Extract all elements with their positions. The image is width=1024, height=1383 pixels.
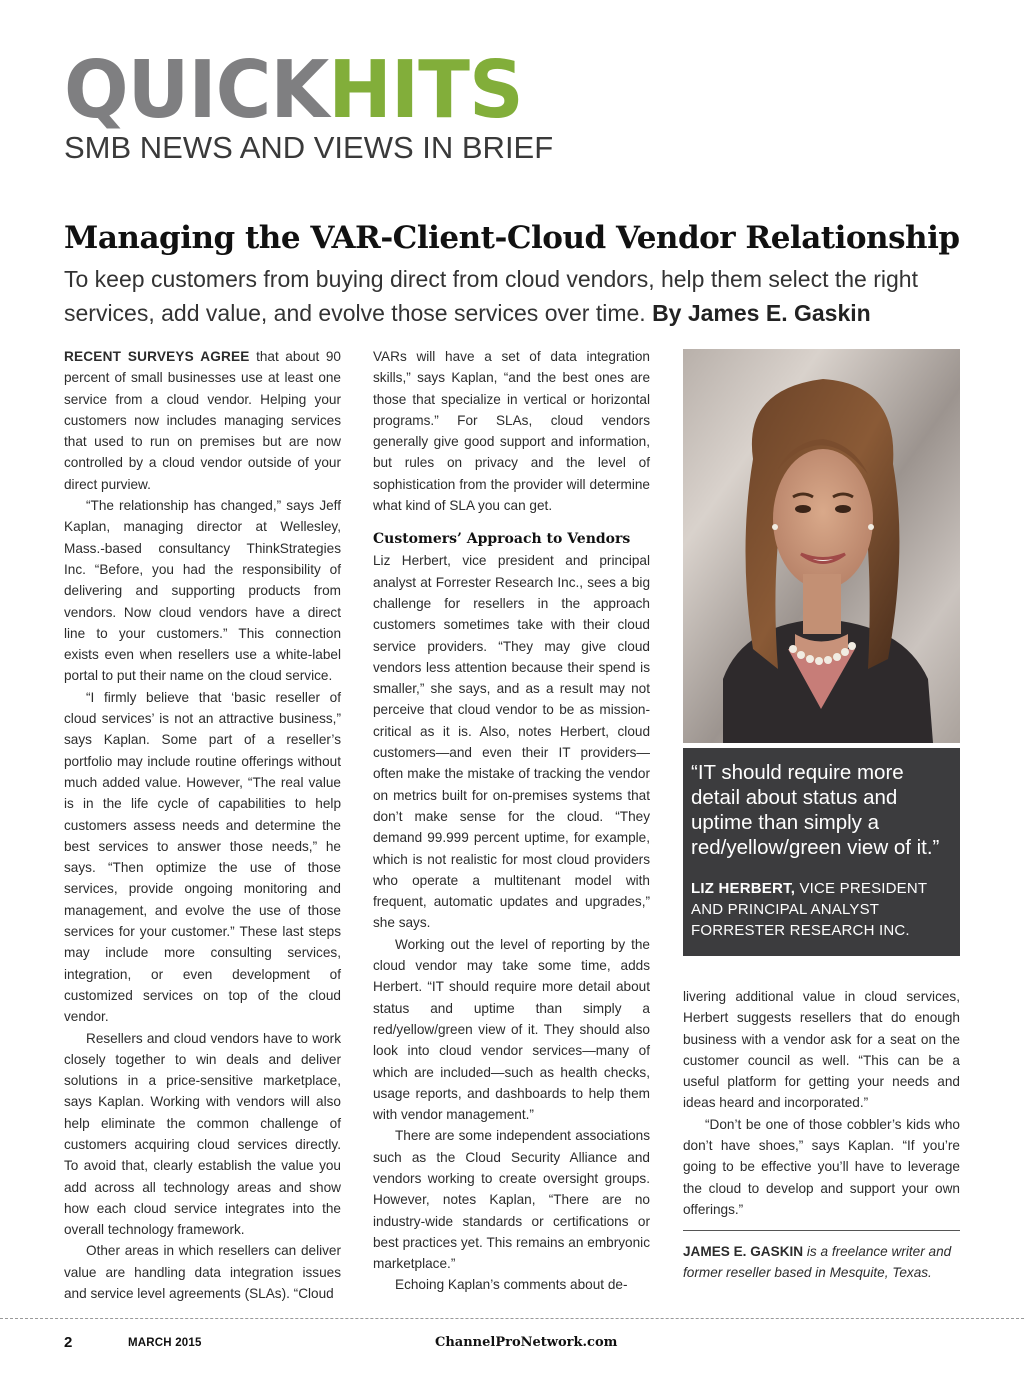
paragraph: livering additional value in cloud services, Herbert suggests resellers that do enough business with a vendor ask for a seat on the customer council as well. “This can be a useful platform for getting your needs and ideas heard and incorporated.” <box>683 989 960 1111</box>
website-url: ChannelProNetwork.com <box>435 1335 618 1350</box>
paragraph: “Don’t be one of those cobbler’s kids who don’t have shoes,” says Kaplan. “If you’re going to be effective you’ll have to leverage the cloud to develop and support your own offerings.” <box>683 1116 960 1217</box>
author-bio <box>683 1241 960 1284</box>
pull-quote-attribution <box>691 878 952 941</box>
page-number: 2 <box>64 1334 73 1351</box>
masthead-logo <box>64 42 523 136</box>
paragraph: Liz Herbert, vice president and principal analyst at Forrester Research Inc., sees a big challenge for resellers in the approach customers sometimes take with their cloud service providers. “They may give cloud vendors less attention because their spend is smaller,” she says, and as a result may not perceive that cloud vendor to be as mission-critical as it is. Also, notes Herbert, cloud customers—and even their IT providers—often make the mistake of tracking the vendor on metrics built for on-premises systems that don’t make sense for the cloud. “They demand 99.999 percent uptime, for example, which is not realistic for most cloud providers who operate a multitenant model with frequent, automatic updates and upgrades,” she says. <box>373 553 650 931</box>
attribution-name: LIZ HERBERT, <box>691 880 796 897</box>
masthead-tagline: SMB NEWS AND VIEWS IN BRIEF <box>64 130 554 165</box>
section-subhead: Customers’ Approach to Vendors <box>373 531 631 548</box>
deck-text: To keep customers from buying direct from cloud vendors, help them select the right services, add value, and evolve those services over time. <box>64 266 918 326</box>
portrait-photo <box>683 349 960 743</box>
paragraph: Working out the level of reporting by the cloud vendor may take some time, adds Herbert. “IT should require more detail about status and uptime than simply a red/yellow/green view of it. They should also look into cloud vendor services—many of which are included—such as health checks, usage reports, and dashboards to help them with vendor management.” <box>373 936 650 1123</box>
paragraph-text: that about 90 percent of small businesses use at least one service from a cloud vendor. Helping your customers now includes managing services that used to run on premises but are now controlled by a cloud vendor outside of your direct purview. <box>64 349 341 492</box>
pull-quote-box <box>683 748 960 956</box>
bio-divider <box>683 1230 960 1231</box>
paragraph: Echoing Kaplan’s comments about de- <box>395 1277 628 1293</box>
lead-in: RECENT SURVEYS AGREE <box>64 349 250 364</box>
paragraph: Resellers and cloud vendors have to work closely together to win deals and deliver solutions in a price-sensitive marketplace, says Kaplan. Working with vendors will also help eliminate the common challenge of customers acquiring cloud services directly. To avoid that, clearly establish the value you add across all technology areas and show how each cloud service integrates into the overall technology framework. <box>64 1030 341 1238</box>
article-headline: Managing the VAR-Client-Cloud Vendor Relationship <box>64 220 960 256</box>
author-name: JAMES E. GASKIN <box>683 1244 804 1259</box>
byline: By James E. Gaskin <box>652 300 871 326</box>
article-column-2 <box>373 346 650 1296</box>
author-bio-text: is a freelance writer and former reseller based in Mesquite, Texas. <box>683 1244 952 1281</box>
paragraph: Other areas in which resellers can deliver value are handling data integration issues and service level agreements (SLAs). “Cloud <box>64 1243 341 1302</box>
paragraph: VARs will have a set of data integration skills,” says Kaplan, “and the best ones are those that specialize in vertical or horizontal programs.” For SLAs, cloud vendors generally give good support and information, but rules on privacy and the level of sophistication from the provider will determine what kind of SLA you can get. <box>373 349 650 514</box>
article-column-1 <box>64 346 341 1304</box>
portrait-illustration <box>683 349 960 743</box>
pull-quote-text: “IT should require more detail about status and uptime than simply a red/yellow/green view of it.” <box>691 761 940 859</box>
paragraph: There are some independent associations such as the Cloud Security Alliance and vendors working to create oversight groups. However, notes Kaplan, “There are no industry-wide standards or certifications or best practices yet. This remains an embryonic marketplace.” <box>373 1128 650 1272</box>
paragraph <box>64 346 341 495</box>
paragraph: “I firmly believe that ‘basic reseller of cloud services’ is not an attractive business,” says Kaplan. Some part of a reseller’s portfolio may include routine offerings without much added value. However, “The real value is in the life cycle of capabilities to help customers assess needs and determine the best services to answer those needs,” he says. “Then optimize the use of those services, provide ongoing monitoring and management, and evolve the use of those services for your customer.” These last steps may include more consulting services, integration, or even development of customized services on top of the cloud vendor. <box>64 689 341 1025</box>
article-deck <box>64 262 954 330</box>
issue-date: MARCH 2015 <box>128 1337 202 1349</box>
masthead-word-quick: QUICK <box>64 42 329 136</box>
article-column-3 <box>683 986 960 1220</box>
masthead-word-hits: HITS <box>328 42 523 136</box>
attribution-title: VICE PRESIDENT AND PRINCIPAL ANALYST FORRESTER RESEARCH INC. <box>691 880 927 939</box>
footer-divider <box>0 1318 1024 1319</box>
paragraph: “The relationship has changed,” says Jeff Kaplan, managing director at Wellesley, Mass.-based consultancy ThinkStrategies Inc. “Before, you had the responsibility of delivering and supporting products from vendors. Now cloud vendors have a direct line to your customers.” This connection exists even when resellers use a white-label portal to put their name on the cloud service. <box>64 498 341 684</box>
